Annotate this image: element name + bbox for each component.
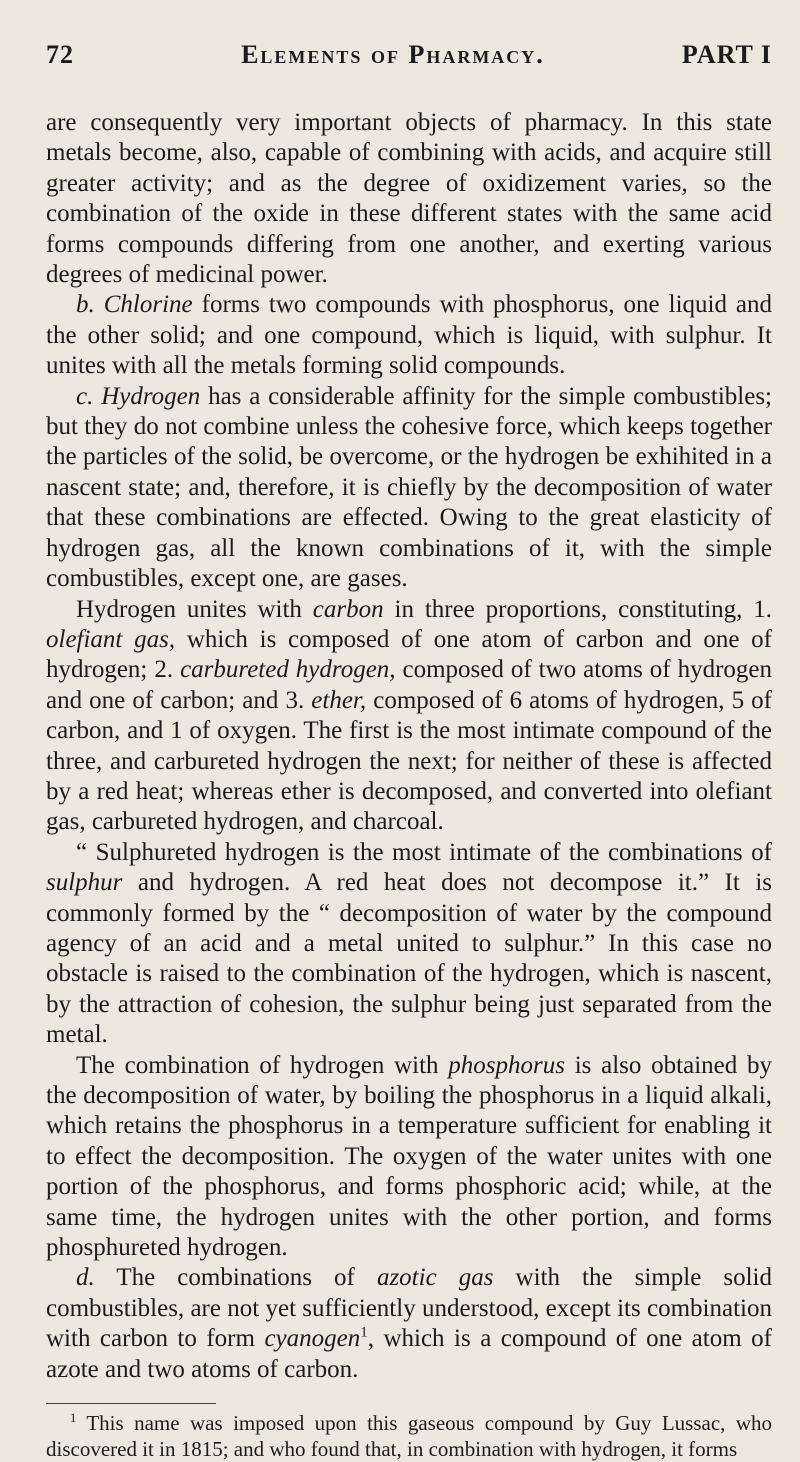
text-run: composed of two atoms of hydrogen and one of carbon; and 3. xyxy=(46,656,773,714)
term-chlorine: Chlorine xyxy=(103,291,193,319)
paragraph-1 xyxy=(46,108,772,290)
text-run: “ Sulphureted hydrogen is the most intimate of the combinations of xyxy=(76,838,772,866)
term-carbureted-hydrogen: carbureted hydrogen, xyxy=(180,656,396,684)
text-run: The combination of hydrogen with xyxy=(76,1051,439,1079)
paragraph-chlorine xyxy=(46,290,772,381)
paragraph-chlorine-text: forms two compounds with phosphorus, one liquid and the other solid; and one compound, which is liquid, with sulphur. It unites with all the metals forming solid compounds. xyxy=(46,291,773,380)
item-label: c. xyxy=(76,382,94,410)
paragraph-1-text: are consequently very important objects of pharmacy. In this state metals become, also, capable of combining with acids, and acquire still greater activity; and as the degree of oxidizement varies, so the combination of the oxide in these different states with the same acid forms compounds differing from one another, and exerting various degrees of medicinal power. xyxy=(46,109,772,289)
text-run: with the simple solid combustibles, are not yet sufficiently understood, except its combination with carbon to form xyxy=(46,1264,772,1353)
text-run: composed of 6 atoms of hydrogen, 5 of carbon, and 1 of oxygen. The first is the most intimate compound of the three, and carbureted hydrogen the next; for neither of these is affected by a red heat; whereas ether is decomposed, and converted into olefiant gas, carbureted hydrogen, and charcoal. xyxy=(46,686,773,836)
footnote xyxy=(46,1410,772,1462)
paragraph-hydrogen xyxy=(46,382,772,595)
term-ether: ether, xyxy=(311,686,367,714)
term-hydrogen: Hydrogen xyxy=(101,382,201,410)
item-label: d. xyxy=(76,1264,95,1292)
item-label: b. xyxy=(76,291,95,319)
text-run: , which is a compound of one atom of azote and two atoms of carbon. xyxy=(46,1325,772,1383)
term-sulphur: sulphur xyxy=(46,869,123,897)
term-cyanogen: cyanogen xyxy=(264,1325,361,1353)
paragraph-hydrogen-text: has a considerable affinity for the simple combustibles; but they do not combine unless the cohesive force, which keeps together the particles of the solid, be overcome, or the hydrogen be exhihited in a nascent state; and, therefore, it is chiefly by the decomposition of water that these combinations are effected. Owing to the great elasticity of hydrogen gas, all the known combinations of it, with the simple combustibles, except one, are gases. xyxy=(46,382,772,593)
text-run: which is composed of one atom of carbon and one of hydrogen; 2. xyxy=(46,625,773,684)
footnote-ref[interactable]: 1 xyxy=(360,1324,368,1341)
term-carbon: carbon xyxy=(312,595,384,623)
paragraph-sulphur xyxy=(46,838,772,1051)
footnote-marker: 1 xyxy=(70,1411,77,1426)
running-title: Elements of Pharmacy. xyxy=(241,40,545,69)
paragraph-phosphorus xyxy=(46,1051,772,1264)
text-run: is also obtained by the decomposition of water, by boiling the phosphorus in a liquid alkali, which retains the phosphorus in a temperature sufficient for enabling it to effect the decomposition. The oxygen of the water unites with one portion of the phosphorus, and forms phosphoric acid; while, at the same time, the hydrogen unites with the other portion, and forms phosphureted hydrogen. xyxy=(46,1051,772,1262)
body-text xyxy=(46,108,772,1385)
page-number: 72 xyxy=(46,40,74,69)
paragraph-azote xyxy=(46,1263,772,1385)
footnote-text: This name was imposed upon this gaseous compound by Guy Lussac, who discovered it in 1815; and who found that, in combination with hydrogen, it forms xyxy=(46,1411,772,1462)
term-azotic-gas: azotic gas xyxy=(376,1264,494,1292)
paragraph-carbon xyxy=(46,595,772,838)
text-run: in three proportions, constituting, 1. xyxy=(394,595,773,623)
part-label: PART I xyxy=(681,40,772,69)
text-run: Hydrogen unites with xyxy=(76,595,302,623)
term-olefiant-gas: olefiant gas, xyxy=(46,625,176,653)
text-run: and hydrogen. A red heat does not decompose it.” It is commonly formed by the “ decomposition of water by the compound agency of an acid and a metal united to sulphur.” In this case no obstacle is raised to the combination of the hydrogen, which is nascent, by the attraction of cohesion, the sulphur being just separated from the metal. xyxy=(46,869,773,1049)
footnote-divider xyxy=(46,1403,216,1404)
running-header xyxy=(46,40,772,70)
term-phosphorus: phosphorus xyxy=(448,1051,565,1079)
text-run: The combinations of xyxy=(116,1264,355,1292)
